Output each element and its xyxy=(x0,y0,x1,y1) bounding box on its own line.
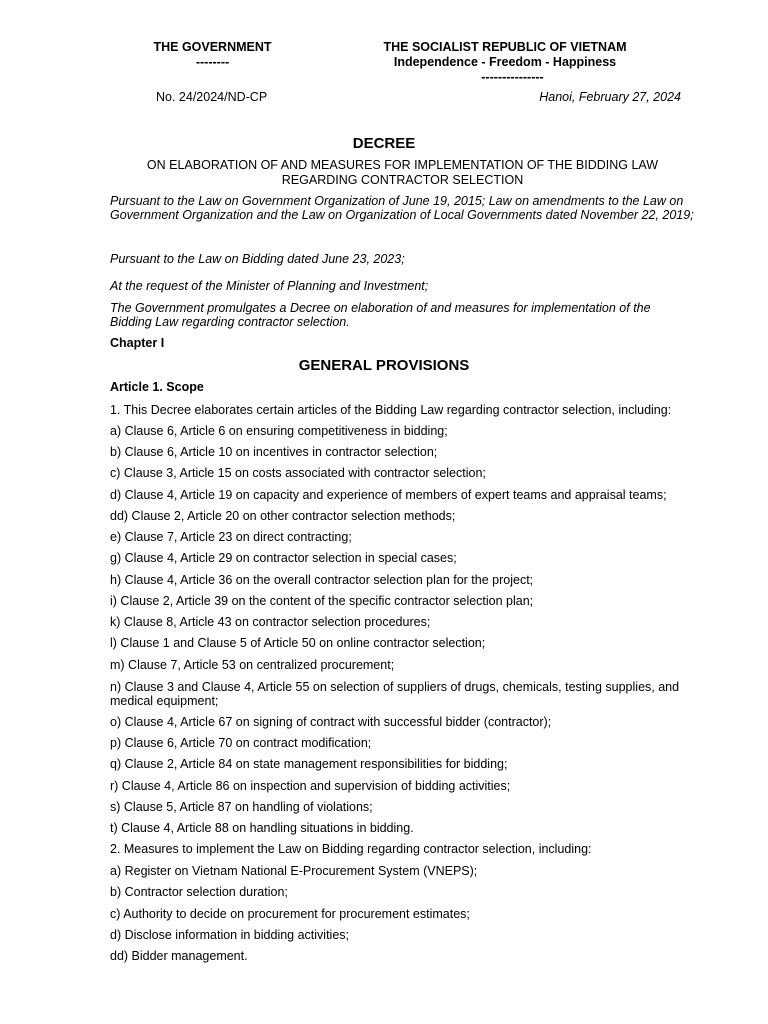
list-item: e) Clause 7, Article 23 on direct contracting; xyxy=(110,530,352,544)
list-item: n) Clause 3 and Clause 4, Article 55 on selection of suppliers of drugs, chemicals, testing supplies, and medical equipment; xyxy=(110,680,680,708)
chapter-title: GENERAL PROVISIONS xyxy=(298,357,470,374)
list-item: p) Clause 6, Article 70 on contract modification; xyxy=(110,736,372,750)
article-title: Article 1. Scope xyxy=(110,380,204,394)
issuer-title: THE GOVERNMENT xyxy=(153,40,272,54)
list-item: g) Clause 4, Article 29 on contractor selection in special cases; xyxy=(110,551,457,565)
list-item: a) Clause 6, Article 6 on ensuring competitiveness in bidding; xyxy=(110,424,448,438)
issuer-block xyxy=(110,40,315,70)
list-item: o) Clause 4, Article 67 on signing of contract with successful bidder (contractor); xyxy=(110,715,552,729)
decree-subtitle-line-2: REGARDING CONTRACTOR SELECTION xyxy=(281,173,524,187)
list-item: k) Clause 8, Article 43 on contractor selection procedures; xyxy=(110,615,431,629)
list-item: m) Clause 7, Article 53 on centralized procurement; xyxy=(110,658,395,672)
list-item: d) Disclose information in bidding activities; xyxy=(110,928,349,942)
list-item: l) Clause 1 and Clause 5 of Article 50 on online contractor selection; xyxy=(110,636,486,650)
decree-subtitle xyxy=(110,158,695,188)
document-number: No. 24/2024/ND-CP xyxy=(156,90,268,104)
list-item: dd) Clause 2, Article 20 on other contractor selection methods; xyxy=(110,509,456,523)
list-item: b) Contractor selection duration; xyxy=(110,885,288,899)
preamble-paragraph: At the request of the Minister of Planning and Investment; xyxy=(110,279,429,293)
decree-title: DECREE xyxy=(352,135,416,152)
decree-subtitle-line-1: ON ELABORATION OF AND MEASURES FOR IMPLEMENTATION OF THE BIDDING LAW xyxy=(146,158,659,172)
list-item: q) Clause 2, Article 84 on state management responsibilities for bidding; xyxy=(110,757,508,771)
list-item: d) Clause 4, Article 19 on capacity and experience of members of expert teams and appraisal teams; xyxy=(110,488,667,502)
national-heading-block xyxy=(340,40,670,85)
list-item: r) Clause 4, Article 86 on inspection and supervision of bidding activities; xyxy=(110,779,511,793)
national-dashes: --------------- xyxy=(481,70,544,84)
list-item: a) Register on Vietnam National E-Procurement System (VNEPS); xyxy=(110,864,478,878)
list-item: b) Clause 6, Article 10 on incentives in contractor selection; xyxy=(110,445,438,459)
national-motto: Independence - Freedom - Happiness xyxy=(393,55,617,69)
list-item: dd) Bidder management. xyxy=(110,949,248,963)
list-item: 2. Measures to implement the Law on Bidding regarding contractor selection, including: xyxy=(110,842,592,856)
list-item: s) Clause 5, Article 87 on handling of violations; xyxy=(110,800,373,814)
chapter-label: Chapter I xyxy=(110,336,165,350)
national-title: THE SOCIALIST REPUBLIC OF VIETNAM xyxy=(383,40,627,54)
list-item: c) Authority to decide on procurement for procurement estimates; xyxy=(110,907,470,921)
document-date: Hanoi, February 27, 2024 xyxy=(539,90,681,104)
preamble-paragraph: The Government promulgates a Decree on elaboration of and measures for implementation of the Bidding Law regarding contractor selection. xyxy=(110,301,651,329)
preamble-paragraph: Pursuant to the Law on Government Organization of June 19, 2015; Law on amendments to the Law on Government Organization and the Law on Organization of Local Governments dated November 22, 2019; xyxy=(110,194,694,222)
list-item: h) Clause 4, Article 36 on the overall contractor selection plan for the project; xyxy=(110,573,534,587)
list-item: i) Clause 2, Article 39 on the content of the specific contractor selection plan; xyxy=(110,594,534,608)
preamble-paragraph: Pursuant to the Law on Bidding dated June 23, 2023; xyxy=(110,252,405,266)
list-item: c) Clause 3, Article 15 on costs associated with contractor selection; xyxy=(110,466,486,480)
issuer-dashes: -------- xyxy=(195,55,230,69)
list-item: t) Clause 4, Article 88 on handling situations in bidding. xyxy=(110,821,414,835)
list-item: 1. This Decree elaborates certain articles of the Bidding Law regarding contractor selection, including: xyxy=(110,403,672,417)
